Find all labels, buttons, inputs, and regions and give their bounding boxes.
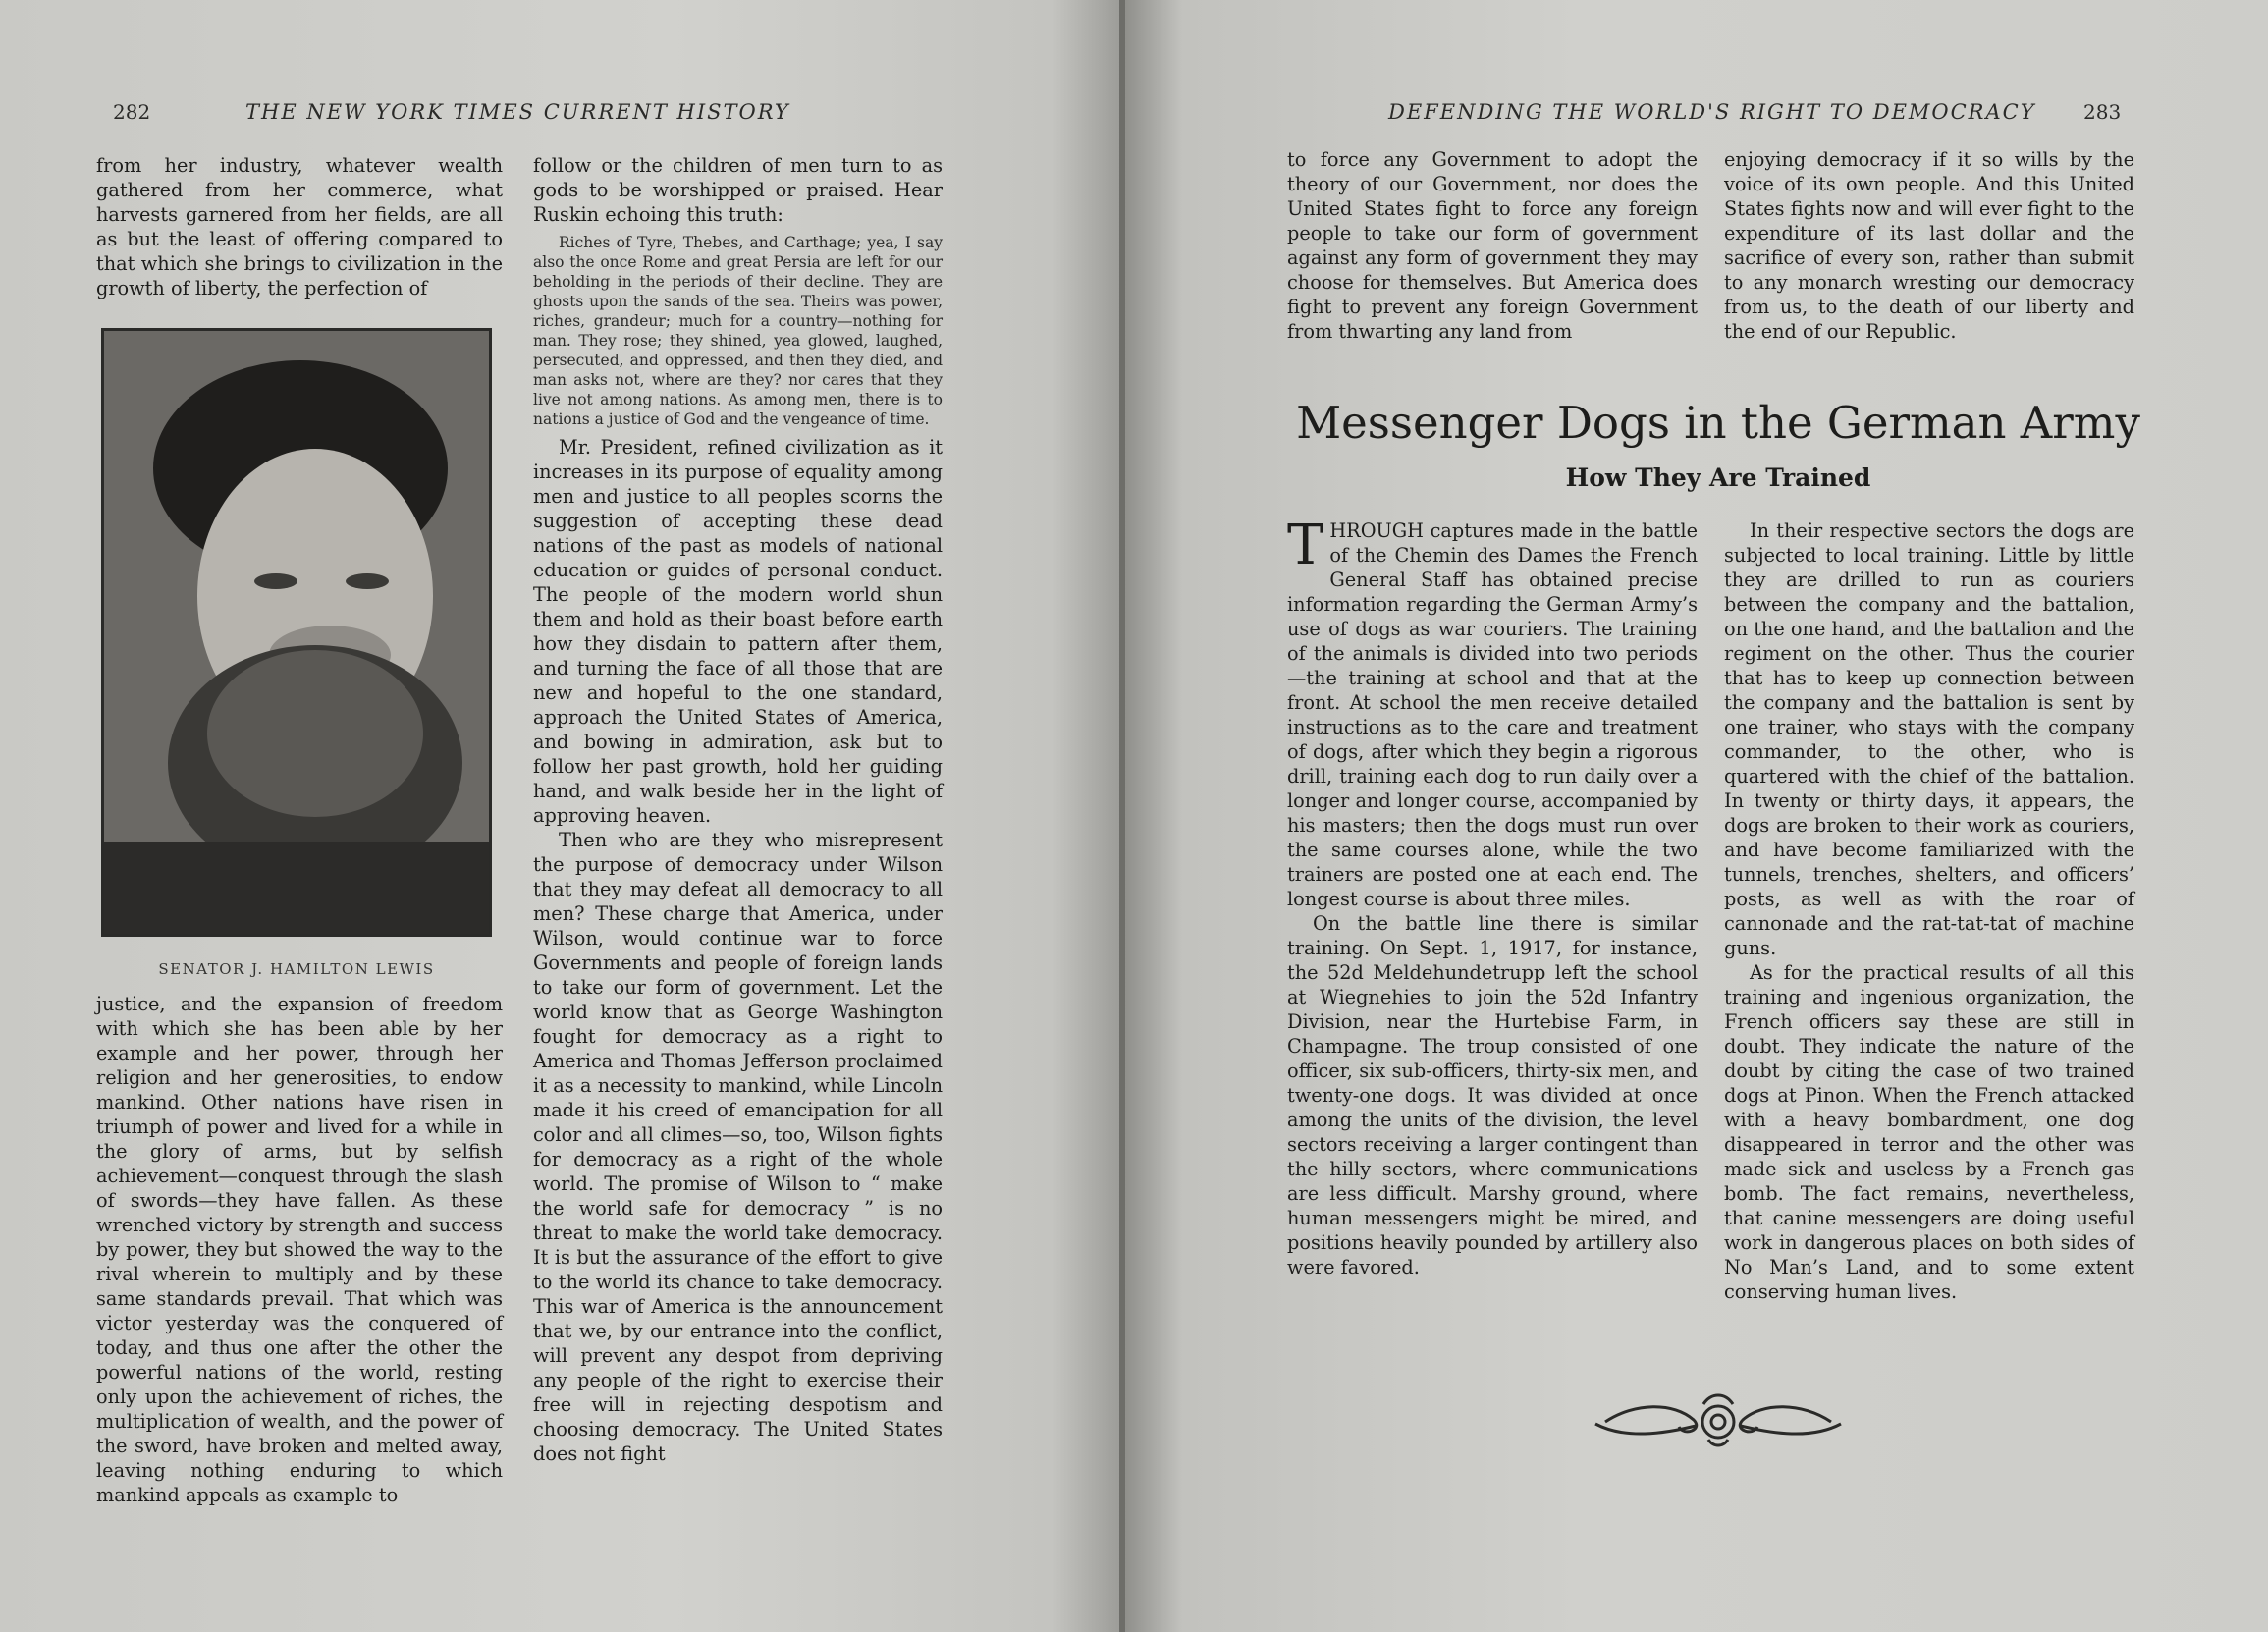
left-col1-top [96,153,503,300]
paragraph-text: HROUGH captures made in the battle of the Chemin des Dames the French General Staff has obtained precise information regarding the German Army’s use of dogs as war couriers. The training of the animals is divided into two periods—the training at school and that at the front. At school the men receive detailed instructions as to the care and treatment of dogs, after which they begin a rigorous drill, training each dog to run daily over a longer and longer course, accompanied by his masters; then the dogs must run over the same courses alone, while the two trainers are posted one at each end. The longest course is about three miles. [1287,519,1698,910]
right-running-head: DEFENDING THE WORLD'S RIGHT TO DEMOCRACY [1388,100,2036,124]
left-folio: 282 [113,100,151,124]
portrait-caption: SENATOR J. HAMILTON LEWIS [158,960,435,978]
left-col1-bottom [96,992,503,1507]
paragraph: Mr. President, refined civilization as it increases in its purpose of equality among men and justice to all peoples scorns the suggestion of accepting these dead nations of the past as models of national education or guides of personal conduct. The people of the modern world shun them and hold as their boast before earth how they disdain to pattern after them, and turning the face of all those that are new and hopeful to the one standard, approach the United States of America, and bowing in admiration, ask but to follow her past growth, hold her guiding hand, and walk beside her in the light of approving heaven. [533,436,943,827]
paragraph: Then who are they who misrepresent the purpose of democracy under Wilson that they may defeat all democracy to all men? These charge that America, under Wilson, would continue war to force Governments and people of foreign lands to take our form of government. Let the world know that as George Washington fought for democracy as a right to America and Thomas Jefferson proclaimed it as a necessity to mankind, while Lincoln made it his creed of emancipation for all color and all climes—so, too, Wilson fights for democracy as a right of the whole world. The promise of Wilson to “ make the world safe for democracy ” is no threat to make the world take democracy. It is but the assurance of the effort to give to the world its chance to take democracy. This war of America is the announcement that we, by our entrance into the conflict, will prevent any despot from depriving any people of the right to exercise their free will in rejecting despotism and choosing democracy. The United States does not fight [533,829,943,1465]
quote-text: Riches of Tyre, Thebes, and Carthage; yea, I say also the once Rome and great Persia are left for our beholding in the periods of their decline. They are ghosts upon the sands of the sea. Theirs was power, riches, grandeur; much for a country—nothing for man. They rose; they shined, yea glowed, laughed, persecuted, and oppressed, and then they died, and man asks not, where are they? nor cares that they live not among nations. As among men, there is to nations a justice of God and the vengeance of time. [533,234,943,428]
left-col2 [533,153,943,1466]
paragraph: follow or the children of men turn to as gods to be worshipped or praised. Hear Ruskin echoing this truth: [533,154,943,226]
right-folio: 283 [2083,100,2122,124]
paragraph: enjoying democracy if it so wills by the voice of its own people. And this United States fights now and will ever fight to the expenditure of its last dollar and the sacrifice of every son, rather than submit to any monarch wresting our democracy from us, to the death of our liberty and the end of our Republic. [1724,148,2134,343]
article-col1 [1287,514,1698,1279]
paragraph: As for the practical results of all this training and ingenious organization, the French officers say these are still in doubt. They indicate the nature of the doubt by citing the case of two trained dogs at Pinon. When the French attacked with a heavy bombardment, one dog disappeared in terror and the other was made sick and useless by a French gas bomb. The fact remains, nevertheless, that canine messengers are doing useful work in dangerous places on both sides of No Man’s Land, and to some extent conserving human lives. [1724,961,2134,1303]
article-col2 [1724,518,2134,1304]
right-col2-top [1724,147,2134,344]
paragraph: In their respective sectors the dogs are subjected to local training. Little by little they are drilled to run as couriers between the company and the battalion, on the one hand, and the battalion and the regiment on the other. Thus the courier that has to keep up connection between the company and the battalion is sent by one trainer, who stays with the company commander, to the other, who is quartered with the chief of the battalion. In twenty or thirty days, it appears, the dogs are broken to their work as couriers, and have become familiarized with the tunnels, trenches, shelters, and officers’ posts, as well as with the roar of cannonade and the rat-tat-tat of machine guns. [1724,519,2134,959]
left-running-head: THE NEW YORK TIMES CURRENT HISTORY [245,100,790,124]
article-subtitle: How They Are Trained [1565,463,1871,492]
right-col1-top [1287,147,1698,344]
left-page [0,0,1119,1632]
paragraph: justice, and the expansion of freedom with which she has been able by her example and her power, through her religion and her generosities, to endow mankind. Other nations have risen in triumph of power and lived for a while in the glory of arms, but by selfish achievement—conquest through the slash of swords—they have fallen. As these wrenched victory by strength and success by power, they but showed the way to the rival wherein to multiply and by these same standards prevail. That which was victor yesterday was the conquered of today, and thus one after the other the powerful nations of the world, resting only upon the achievement of riches, the multiplication of wealth, and the power of the sword, have broken and melted away, leaving nothing enduring to which mankind appeals as example to [96,993,503,1506]
block-quote [533,233,943,429]
paragraph: to force any Government to adopt the theory of our Government, nor does the United States fight to force any foreign people to take our form of government against any form of government they may choose for themselves. But America does fight to prevent any foreign Government from thwarting any land from [1287,148,1698,343]
portrait-illustration [104,331,489,934]
article-title: Messenger Dogs in the German Army [1296,397,2140,449]
ornament-icon [1586,1383,1851,1451]
drop-cap: T [1287,514,1324,577]
paragraph: On the battle line there is similar training. On Sept. 1, 1917, for instance, the 52d Meldehundetrupp left the school at Wiegnehies to join the 52d Infantry Division, near the Hurtebise Farm, in Champagne. The troup consisted of one officer, six sub-officers, thirty-six men, and twenty-one dogs. It was divided at once among the units of the division, the level sectors receiving a larger contingent than the hilly sectors, where communications are less difficult. Marshy ground, where human messengers might be mired, and positions heavily pounded by artillery also were favored. [1287,912,1698,1278]
portrait-photo [101,328,492,937]
paragraph [1287,514,1698,911]
paragraph: from her industry, whatever wealth gathered from her commerce, what harvests garnered from her fields, are all as but the least of offering compared to that which she brings to civilization in the growth of liberty, the perfection of [96,154,503,299]
